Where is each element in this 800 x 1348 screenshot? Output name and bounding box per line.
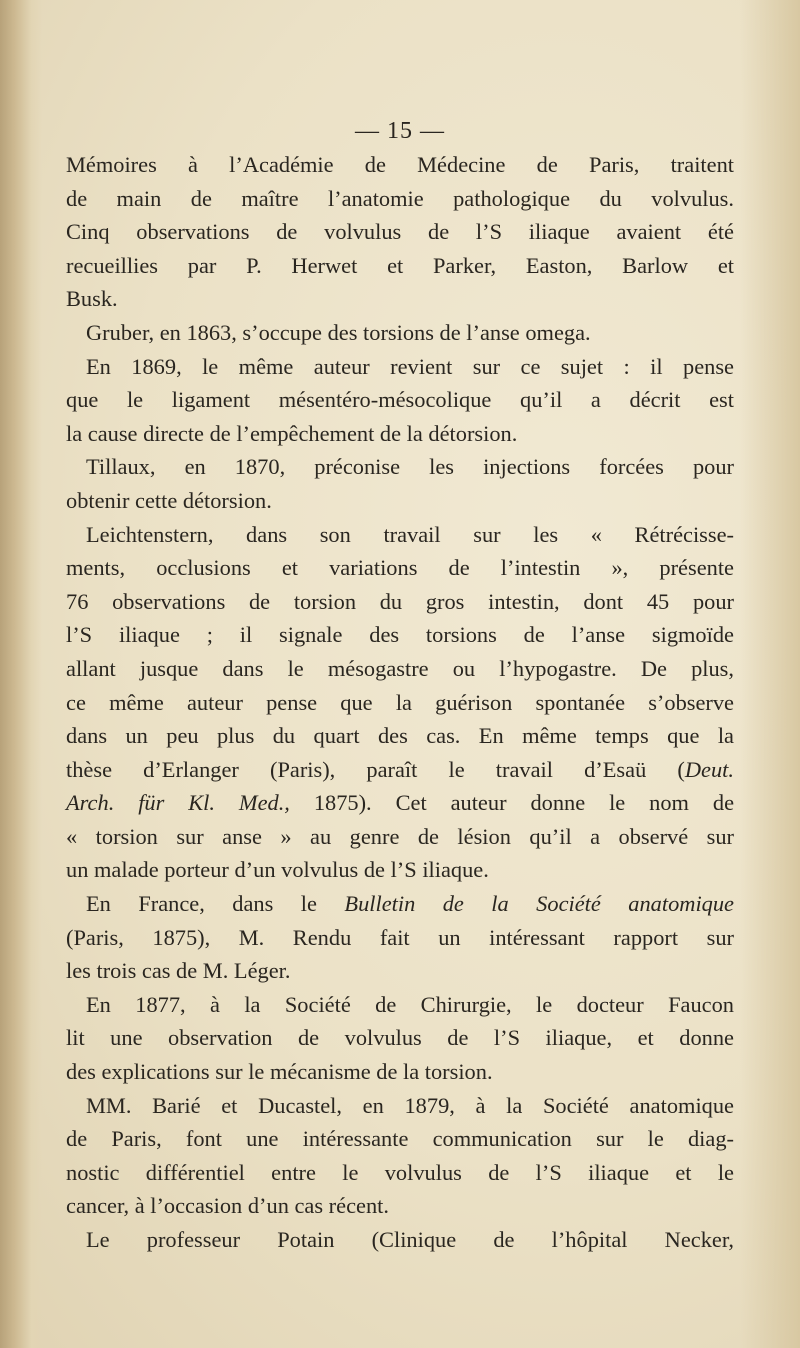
text-segment: Le professeur Potain (Clinique de l’hôpital Necker,	[86, 1227, 734, 1252]
text-segment: de main de maître l’anatomie pathologique du volvulus.	[66, 185, 734, 211]
page-edge-shade	[740, 0, 800, 1348]
text-line	[66, 786, 734, 820]
text-segment: l’S iliaque ; il signale des torsions de l’anse sigmoïde	[66, 622, 734, 648]
text-segment: que le ligament mésentéro-mésocolique qu’il a décrit est	[66, 387, 734, 413]
text-line	[66, 551, 734, 585]
text-line	[66, 954, 734, 988]
text-line	[66, 148, 734, 182]
text-line	[66, 1223, 734, 1257]
text-segment: obtenir cette détorsion.	[66, 487, 272, 513]
text-segment: de Paris, font une intéressante communication sur le diag-	[66, 1126, 734, 1152]
text-segment: thèse d’Erlanger (Paris), paraît le travail d’Esaü (	[66, 756, 685, 782]
body-text	[66, 148, 734, 1257]
text-line	[66, 652, 734, 686]
italic-citation: Arch. für Kl. Med.,	[66, 790, 290, 816]
text-line	[66, 350, 734, 384]
text-segment: Cinq observations de volvulus de l’S iliaque avaient été	[66, 219, 734, 245]
text-line	[66, 383, 734, 417]
page-number: — 15 —	[355, 118, 445, 144]
text-line	[66, 988, 734, 1022]
text-line	[66, 518, 734, 552]
text-segment: lit une observation de volvulus de l’S iliaque, et donne	[66, 1025, 734, 1051]
text-line	[66, 887, 734, 921]
text-segment: (Paris, 1875), M. Rendu fait un intéressant rapport sur	[66, 924, 734, 950]
text-segment: des explications sur le mécanisme de la torsion.	[66, 1059, 493, 1085]
text-segment: ments, occlusions et variations de l’intestin », présente	[66, 555, 734, 581]
text-segment: dans un peu plus du quart des cas. En même temps que la	[66, 723, 734, 749]
text-segment: MM. Barié et Ducastel, en 1879, à la Société anatomique	[86, 1092, 734, 1118]
text-segment: allant jusque dans le mésogastre ou l’hypogastre. De plus,	[66, 655, 734, 681]
text-line	[66, 1021, 734, 1055]
text-line	[66, 686, 734, 720]
text-line	[66, 1156, 734, 1190]
text-line	[66, 417, 734, 451]
text-segment: Tillaux, en 1870, préconise les injections forcées pour	[86, 454, 734, 480]
text-segment: ce même auteur pense que la guérison spontanée s’observe	[66, 689, 734, 715]
text-line	[66, 316, 734, 350]
text-line	[66, 1055, 734, 1089]
text-segment: En 1869, le même auteur revient sur ce sujet : il pense	[86, 353, 734, 379]
italic-citation: Bulletin de la Société anatomique	[344, 891, 734, 917]
text-line	[66, 753, 734, 787]
text-line	[66, 820, 734, 854]
text-line	[66, 450, 734, 484]
text-segment: Leichtenstern, dans son travail sur les « Rétrécisse-	[86, 521, 734, 547]
text-segment: les trois cas de M. Léger.	[66, 958, 291, 984]
text-line	[66, 719, 734, 753]
text-line	[66, 282, 734, 316]
text-segment: Gruber, en 1863, s’occupe des torsions de l’anse omega.	[86, 319, 591, 345]
text-line	[66, 1089, 734, 1123]
text-segment: En France, dans le	[86, 891, 345, 917]
text-segment: nostic différentiel entre le volvulus de l’S iliaque et le	[66, 1159, 734, 1185]
text-segment: En 1877, à la Société de Chirurgie, le docteur Faucon	[86, 991, 734, 1017]
text-segment: la cause directe de l’empêchement de la détorsion.	[66, 420, 518, 446]
text-segment: recueillies par P. Herwet et Parker, Easton, Barlow et	[66, 252, 734, 278]
text-segment: « torsion sur anse » au genre de lésion qu’il a observé sur	[66, 823, 734, 849]
text-segment: cancer, à l’occasion d’un cas récent.	[66, 1193, 389, 1219]
text-line	[66, 853, 734, 887]
text-line	[66, 215, 734, 249]
text-segment: Busk.	[66, 286, 118, 312]
text-line	[66, 249, 734, 283]
text-segment: 76 observations de torsion du gros intestin, dont 45 pour	[66, 588, 734, 614]
text-segment: 1875). Cet auteur donne le nom de	[289, 790, 735, 816]
text-line	[66, 585, 734, 619]
spine-shadow	[0, 0, 42, 1348]
text-line	[66, 1122, 734, 1156]
text-line	[66, 1189, 734, 1223]
text-line	[66, 618, 734, 652]
text-line	[66, 921, 734, 955]
text-segment: un malade porteur d’un volvulus de l’S iliaque.	[66, 857, 489, 883]
italic-citation: Deut.	[684, 756, 734, 782]
text-segment: Mémoires à l’Académie de Médecine de Paris, traitent	[66, 152, 734, 177]
text-line	[66, 182, 734, 216]
text-line	[66, 484, 734, 518]
